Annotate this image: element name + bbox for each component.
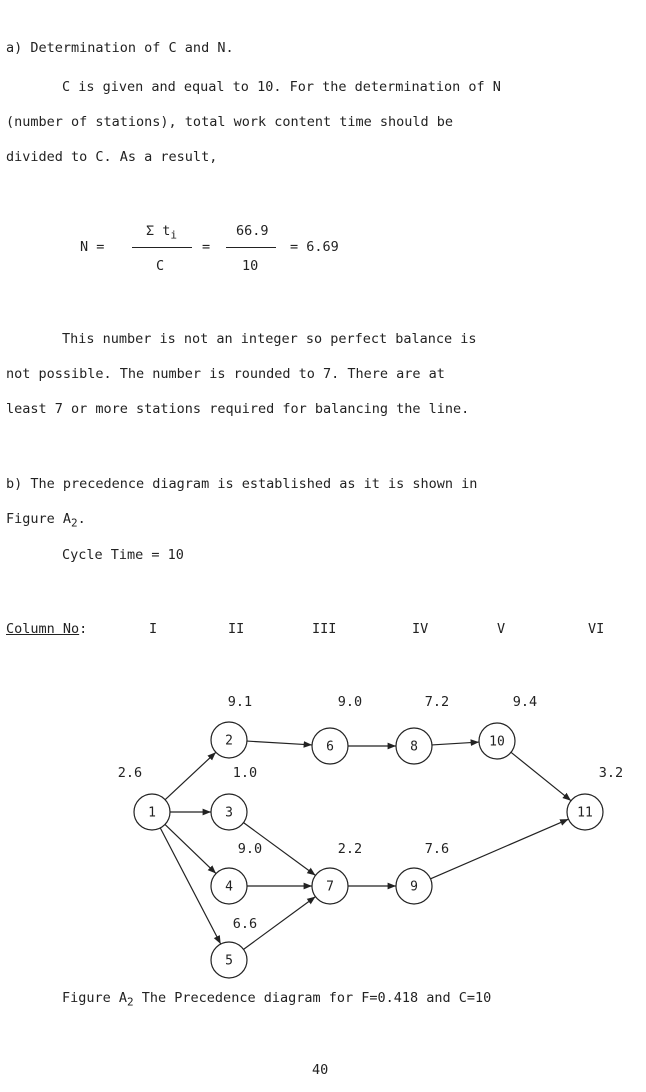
figure-caption (62, 990, 491, 1009)
task-time-label: 6.6 (232, 916, 258, 932)
equation-numerator-2: 66.9 (236, 223, 269, 239)
task-time-label: 2.6 (117, 765, 143, 781)
equation-lhs: N = (80, 239, 105, 255)
node-label: 8 (410, 739, 418, 755)
figure-ref-sub: 2 (71, 516, 78, 530)
equation-subscript: i (170, 228, 178, 242)
node-label: 11 (577, 805, 593, 821)
page-number: 40 (312, 1062, 329, 1078)
column-numeral: III (312, 621, 337, 637)
task-time-label: 7.2 (424, 694, 450, 710)
node-label: 3 (225, 805, 233, 821)
column-numeral: I (149, 621, 158, 637)
edge-2-6 (247, 741, 312, 745)
caption-sub: 2 (127, 995, 134, 1009)
node-9 (396, 841, 449, 904)
column-numeral: II (228, 621, 245, 637)
node-3 (211, 765, 257, 830)
edge-8-10 (432, 742, 479, 745)
node-label: 5 (225, 953, 233, 969)
node-label: 6 (326, 739, 334, 755)
node-1 (118, 765, 170, 830)
column-numeral: IV (412, 621, 429, 637)
equation-denominator-2: 10 (242, 258, 259, 274)
caption-suffix: The Precedence diagram for F=0.418 and C=10 (133, 990, 492, 1006)
caption-prefix: Figure A (62, 990, 128, 1006)
cycle-time: Cycle Time = 10 (62, 547, 184, 563)
figure-ref-suffix: . (77, 511, 86, 527)
node-label: 2 (225, 733, 233, 749)
column-no-colon: : (79, 621, 88, 637)
node-5 (211, 916, 257, 978)
task-time-label: 2.2 (337, 841, 363, 857)
node-7 (312, 841, 362, 904)
paragraph-2-line-1: This number is not an integer so perfect balance is (62, 331, 477, 347)
paragraph-1-line-3: divided to C. As a result, (6, 149, 218, 165)
task-time-label: 9.1 (227, 694, 253, 710)
node-label: 7 (326, 879, 334, 895)
node-2 (211, 694, 252, 758)
section-a-heading: a) Determination of C and N. (6, 40, 234, 56)
section-b-line-1: b) The precedence diagram is established as it is shown in (6, 476, 478, 492)
node-label: 1 (148, 805, 156, 821)
task-time-label: 7.6 (424, 841, 450, 857)
node-6 (312, 694, 362, 764)
task-time-label: 9.4 (512, 694, 538, 710)
task-time-label: 9.0 (237, 841, 263, 857)
task-time-label: 1.0 (232, 765, 258, 781)
column-numeral: V (497, 621, 506, 637)
column-numeral: VI (588, 621, 605, 637)
node-label: 9 (410, 879, 418, 895)
paragraph-1-line-1: C is given and equal to 10. For the determination of N (62, 79, 501, 95)
equation-result: = 6.69 (290, 239, 339, 255)
paragraph-2-line-3: least 7 or more stations required for balancing the line. (6, 401, 470, 417)
equation-numerator-text: Σ t (146, 223, 171, 239)
equation-denominator: C (156, 258, 165, 274)
node-label: 4 (225, 879, 233, 895)
node-8 (396, 694, 449, 764)
task-time-label: 9.0 (337, 694, 363, 710)
node-label: 10 (489, 734, 505, 750)
edge-1-4 (165, 824, 216, 873)
node-11 (567, 765, 623, 830)
equation-equals: = (202, 239, 211, 255)
node-10 (479, 694, 537, 759)
edge-10-11 (511, 752, 571, 800)
column-no-text: Column No (6, 621, 80, 637)
edge-1-2 (165, 752, 216, 799)
figure-ref-prefix: Figure A (6, 511, 72, 527)
task-time-label: 3.2 (598, 765, 624, 781)
paragraph-2-line-2: not possible. The number is rounded to 7. There are at (6, 366, 445, 382)
node-4 (211, 841, 262, 904)
edge-9-11 (431, 819, 569, 879)
paragraph-1-line-2: (number of stations), total work content time should be (6, 114, 454, 130)
